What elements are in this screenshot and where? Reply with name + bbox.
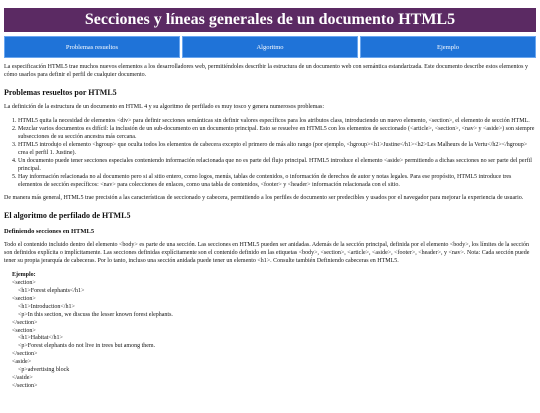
problems-paragraph: La definición de la estructura de un documento en HTML 4 y su algoritmo de perfilado es muy tosco y genera numerosos problemas: [4, 104, 325, 111]
code-line: <section> [12, 280, 36, 287]
problems-heading: Problemas resueltos por HTML5 [4, 87, 117, 97]
nav-item-algoritmo[interactable]: Algoritmo [182, 36, 358, 58]
example-block [12, 272, 536, 391]
code-line: </section> [12, 382, 38, 389]
list-item: 4. Un documento puede tener secciones especiales conteniendo información relacionada que no es parte del flujo principal. HTML5 introduce el elemento <aside> permitiendo a dichas secciones no ser parte del perfil principal. [18, 158, 536, 174]
code-line: </aside> [12, 374, 33, 381]
code-line: <section> [12, 295, 36, 302]
code-line: <h1>Forest elephants</h1> [12, 287, 85, 294]
code-line: <aside> [12, 359, 32, 366]
page-title [4, 8, 536, 32]
algorithm-subheading: Definiendo secciones en HTML5 [4, 227, 95, 235]
algorithm-heading: El algoritmo de perfilado de HTML5 [4, 211, 131, 221]
top-nav [4, 36, 536, 58]
list-item: 1. HTML5 quita la necesidad de elementos <div> para definir secciones semánticas sin definir valores específicos para los atributos class, introduciendo un nuevo elemento, <section>, el elemento de sección HTML. [18, 118, 536, 126]
example-title: Ejemplo: [12, 272, 36, 279]
code-line: <section> [12, 327, 36, 334]
problems-list [4, 118, 536, 189]
list-item: 3. HTML5 introdujo el elemento <hgroup> que oculta todos los elementos de cabecera excepto el primero de más alto rango (por ejemplo, <hgroup><h1>Justine</h1><h2>Les Malheurs de la Vertu</h2></hgroup> crea el perfil 1. Justine). [18, 142, 536, 158]
code-line: </section> [12, 319, 38, 326]
list-item: 2. Mezclar varios documentos es difícil: la inclusión de un sub-documento en un documento principal. Esto se resuelve en HTML5 con los elementos de seccionado (<article>, <section>, <nav> y <aside>) son siempre subsecciones de su sección ancestra más cercana. [18, 126, 536, 142]
nav-item-ejemplo[interactable]: Ejemplo [360, 36, 536, 58]
nav-item-problemas[interactable]: Problemas resueltos [4, 36, 180, 58]
code-line: <h1>Habitat</h1> [12, 335, 63, 342]
code-line: </section> [12, 351, 38, 358]
main-content [0, 64, 540, 391]
algorithm-paragraph: Todo el contenido incluido dentro del elemento <body> es parte de una sección. Las secciones en HTML5 pueden ser anidadas. Además de la sección principal, definida por el elemento <body>, los límites de la sección son definidos explícita o implícitamente. Las secciones definidas explícitamente son el contenido definido en las etiquetas <body>, <section>, <article>, <aside>, <footer>, <header>, y <nav>. Nota: Cada sección puede tener su propia jerarquía de cabeceras. Por lo tanto, incluso una sección anidada puede tener un elemento <h1>. Consulte también Definiendo cabeceras en HTML5. [4, 242, 530, 265]
page-title-text: Secciones y líneas generales de un documento HTML5 [84, 11, 456, 28]
code-line: <p>Forest elephants do not live in trees but among them. [12, 343, 156, 350]
code-line: <p>In this section, we discuss the lesser known forest elephants. [12, 311, 173, 318]
code-line: <p>advertising block [12, 367, 70, 374]
problems-closing: De manera más general, HTML5 trae precisión a las características de seccionado y cabecera, permitiendo a los perfiles de documento ser predecibles y usados por el navegador para mejorar la experiencia de usuario. [4, 195, 524, 202]
code-line: <h1>Introduction</h1> [12, 303, 75, 310]
list-item: 5. Hay información relacionada no al documento pero si al sitio entero, como logos, menús, tablas de contenidos, o información de derechos de autor y notas legales. Para ese propósito, HTML5 introduce tres elementos de sección específicos: <nav> para colecciones de enlaces, como una tabla de contenidos, <footer> y <header> información relacionada con el sitio. [18, 174, 536, 190]
intro-paragraph: La especificación HTML5 trae muchos nuevos elementos a los desarrolladores web, permitiéndoles describir la estructura de un documento web con semántica estandarizada. Este documento describe estos elementos y cómo usarlos para definir el perfil de cualquier documento. [4, 64, 528, 78]
